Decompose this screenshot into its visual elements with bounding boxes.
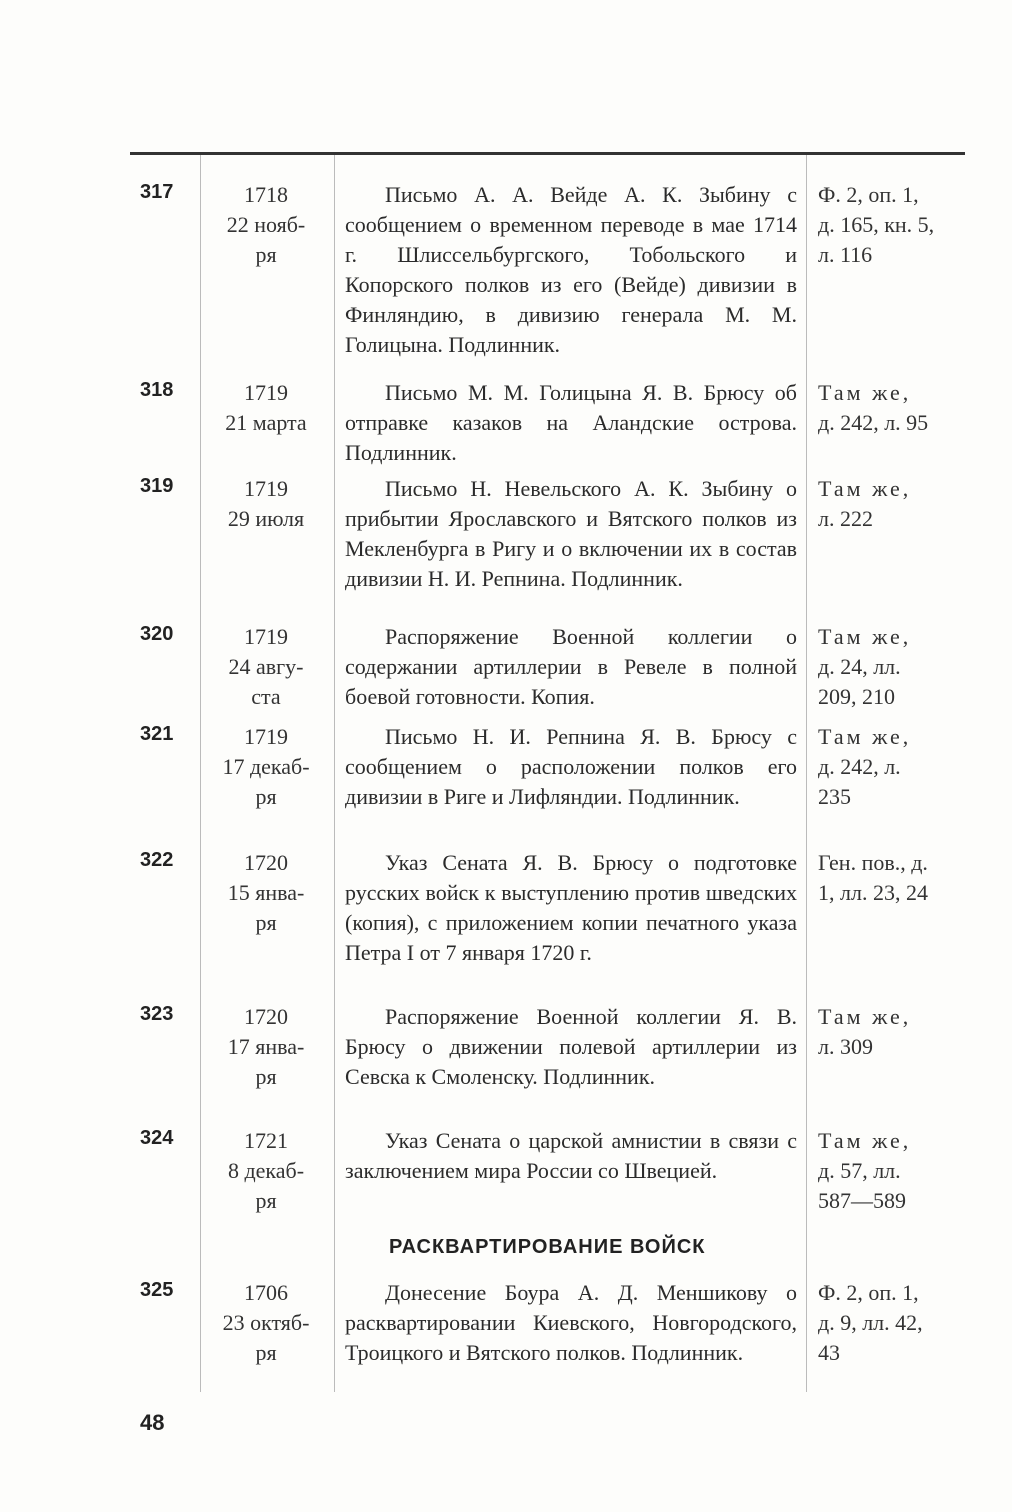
entry-number: 322: [140, 849, 174, 871]
top-rule: [130, 152, 965, 155]
date-year: 1718: [244, 182, 288, 207]
entry-date: [205, 1126, 327, 1216]
entry-number: 325: [140, 1279, 174, 1301]
date-day: 29 июля: [227, 506, 305, 531]
entry-number: 320: [140, 623, 174, 645]
date-day: 23 октяб-: [222, 1310, 310, 1335]
entry-number: 324: [140, 1127, 174, 1149]
date-day-cont: ря: [255, 242, 277, 267]
entry-number: 321: [140, 723, 174, 745]
page-number: 48: [140, 1410, 165, 1435]
entry-reference: Там же, л. 309: [818, 1004, 912, 1059]
entry-description: Донесение Боура А. Д. Меншикову о расквартировании Киевского, Новгородского, Троицкого и Вятского полков. Подлинник.: [345, 1280, 797, 1365]
entry-reference: Там же, д. 242, л. 95: [818, 380, 929, 435]
entry-reference: Ген. пов., д. 1, лл. 23, 24: [818, 850, 928, 905]
date-day: 15 янва-: [227, 880, 305, 905]
column-divider: [200, 155, 201, 1392]
date-year: 1719: [244, 380, 288, 405]
column-divider: [806, 155, 807, 1392]
date-year: 1720: [244, 850, 288, 875]
entry-reference: Там же, д. 57, лл. 587—589: [818, 1128, 912, 1213]
date-day: 8 декаб-: [227, 1158, 305, 1183]
date-year: 1719: [244, 724, 288, 749]
date-day-cont: ря: [255, 784, 277, 809]
date-year: 1719: [244, 624, 288, 649]
date-day-cont: ря: [255, 1340, 277, 1365]
entry-date: [205, 622, 327, 712]
date-day-cont: ря: [255, 1188, 277, 1213]
entry-date: [205, 1278, 327, 1368]
date-day: 21 марта: [225, 410, 307, 435]
entry-description: Письмо Н. И. Репнина Я. В. Брюсу с сообщением о расположении полков его дивизии в Риге и Лифляндии. Подлинник.: [345, 724, 797, 809]
date-day-cont: ря: [255, 910, 277, 935]
date-year: 1721: [244, 1128, 288, 1153]
date-day: 22 нояб-: [226, 212, 306, 237]
date-day: 17 янва-: [227, 1034, 305, 1059]
date-day-cont: ста: [251, 684, 281, 709]
section-title: РАСКВАРТИРОВАНИЕ ВОЙСК: [389, 1236, 706, 1258]
entry-reference: Ф. 2, оп. 1, д. 9, лл. 42, 43: [818, 1280, 923, 1365]
entry-date: [205, 378, 327, 438]
entry-description: Указ Сената Я. В. Брюсу о подготовке русских войск к выступлению против шведских (копия), с приложением копии печатного указа Петра I от 7 января 1720 г.: [345, 850, 797, 965]
date-day: 17 декаб-: [222, 754, 310, 779]
entry-date: [205, 722, 327, 812]
entry-number: 323: [140, 1003, 174, 1025]
entry-description: Распоряжение Военной коллегии Я. В. Брюсу о движении полевой артиллерии из Севска к Смоленску. Подлинник.: [345, 1004, 797, 1089]
entry-description: Письмо А. А. Вейде А. К. Зыбину с сообщением о временном переводе в мае 1714 г. Шлиссельбургского, Тобольского и Копорского полков из его (Вейде) дивизии в Финляндию, в дивизию генерала М. М. Голицына. Подлинник.: [345, 182, 797, 357]
entry-number: 317: [140, 181, 174, 203]
date-year: 1719: [244, 476, 288, 501]
entry-reference: Там же, д. 242, л. 235: [818, 724, 912, 809]
column-divider: [334, 155, 335, 1392]
entry-date: [205, 1002, 327, 1092]
date-year: 1720: [244, 1004, 288, 1029]
entry-date: [205, 474, 327, 534]
date-day-cont: ря: [255, 1064, 277, 1089]
date-year: 1706: [244, 1280, 288, 1305]
entry-reference: Там же, л. 222: [818, 476, 912, 531]
entry-date: [205, 180, 327, 270]
entry-reference: Ф. 2, оп. 1, д. 165, кн. 5, л. 116: [818, 182, 935, 267]
entry-description: Письмо Н. Невельского А. К. Зыбину о прибытии Ярославского и Вятского полков из Мекленбурга в Ригу и о включении их в состав дивизии Н. И. Репнина. Подлинник.: [345, 476, 797, 591]
entry-number: 318: [140, 379, 174, 401]
entry-description: Письмо М. М. Голицына Я. В. Брюсу об отправке казаков на Аландские острова. Подлинник.: [345, 380, 797, 465]
entry-description: Указ Сената о царской амнистии в связи с заключением мира России со Швецией.: [345, 1128, 797, 1183]
entry-reference: Там же, д. 24, лл. 209, 210: [818, 624, 912, 709]
entry-description: Распоряжение Военной коллегии о содержании артиллерии в Ревеле в полной боевой готовности. Копия.: [345, 624, 797, 709]
date-day: 24 авгу-: [228, 654, 304, 679]
entry-date: [205, 848, 327, 938]
entry-number: 319: [140, 475, 174, 497]
